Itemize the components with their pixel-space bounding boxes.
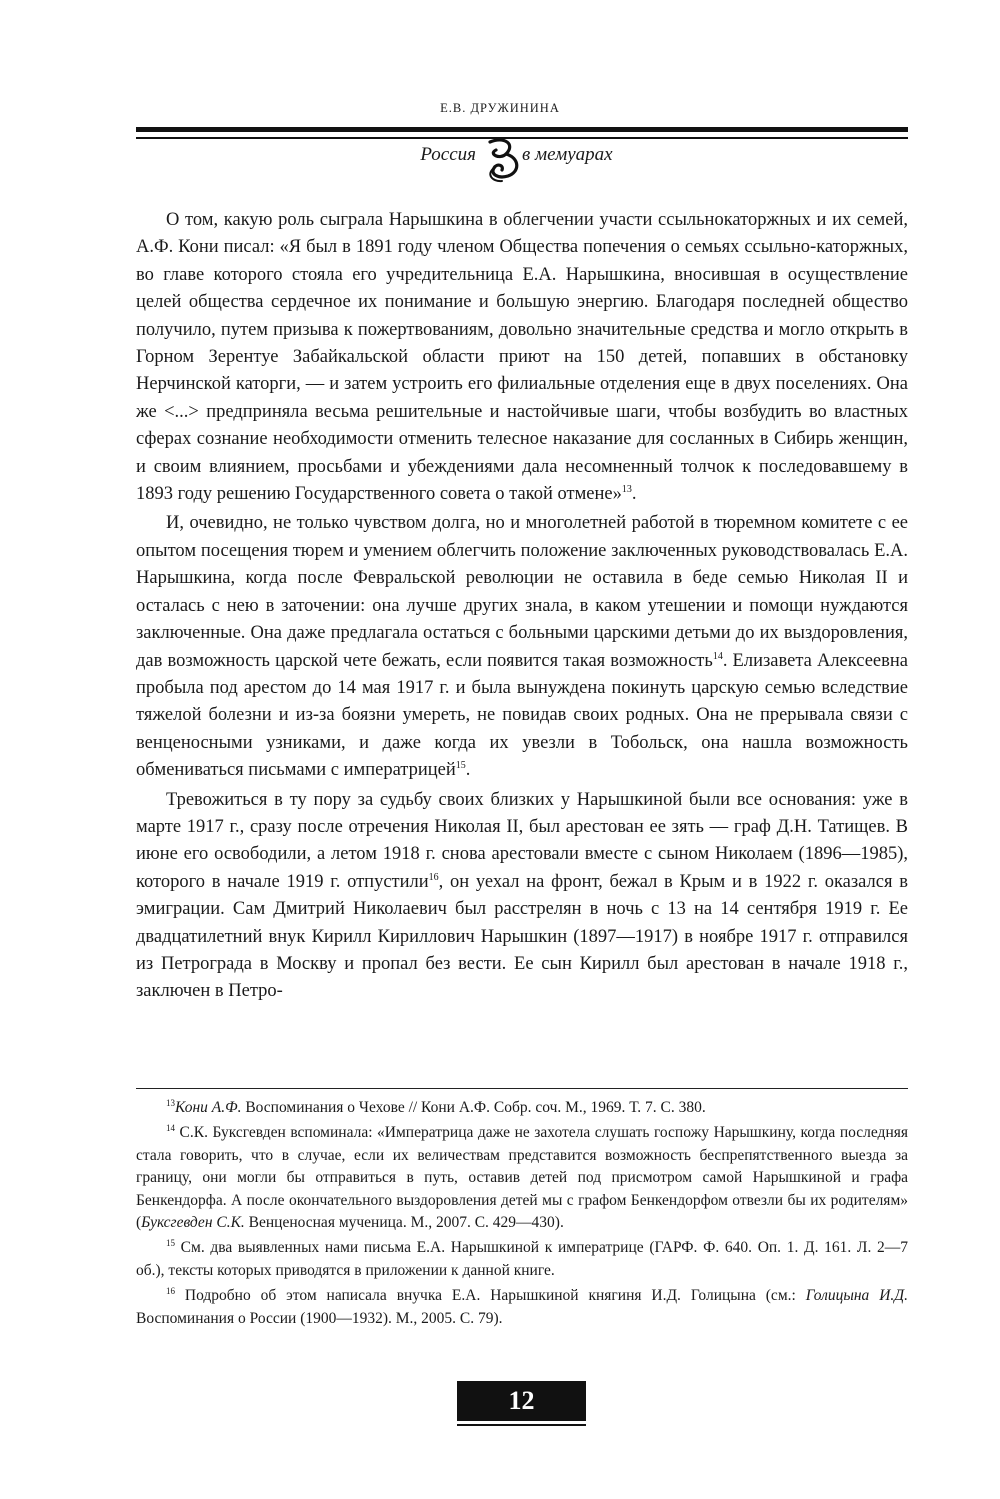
paragraph-1 [136, 207, 908, 508]
footnote-ref-14: 14 [712, 650, 723, 662]
series-title-left: Россия [420, 144, 476, 165]
series-title [300, 142, 700, 188]
page-number-underline [457, 1424, 586, 1426]
footnote-16 [136, 1285, 908, 1330]
paragraph-1-text: О том, какую роль сыграла Нарышкина в облегчении участи ссыльнокаторжных и их семей, А.Ф. Кони писал: «Я был в 1891 году членом Общества попечения о семьях ссыльно-каторжных, во главе которого стояла его учредительница Е.А. Нарышкина, вносившая в осуществление целей общества сердечное их понимание и большую энергию. Благодаря последней общество получило, путем призыва к пожертвованиям, довольно значительные средства и могло открыть в Горном Зерентуе Забайкальской области приют на 150 детей, попавших в обстановку Нерчинской каторги, — и затем устроить его филиальные отделения еще в двух поселениях. Она же <...> предприняла весьма решительные и настойчивые шаги, чтобы возбудить во властных сферах сознание необходимости отменить телесное наказание для сосланных в Сибирь женщин, и своим влиянием, просьбами и убеждениями дала несомненный толчок к последовавшему в 1893 году решению Государственного совета о такой отмене» [136, 210, 908, 505]
footnote-ref-16: 16 [428, 871, 439, 883]
footnote-16-text-b: Воспоминания о России (1900—1932). М., 2005. С. 79). [136, 1309, 503, 1327]
page-number: 12 [457, 1381, 586, 1421]
footnote-15 [136, 1237, 908, 1282]
footnote-14 [136, 1122, 908, 1234]
main-text [136, 207, 908, 1008]
footnote-13-number: 13 [166, 1097, 175, 1108]
footnote-14-text-b: Венценосная мученица. М., 2007. С. 429—430). [244, 1214, 564, 1232]
footnote-16-text: Подробно об этом написала внучка Е.А. Нарышкиной княгиня И.Д. Голицына (см.: [175, 1287, 806, 1305]
paragraph-3-text-a: Тревожиться в ту пору за судьбу своих близких у Нарышкиной были все основания: уже в марте 1917 г., сразу после отречения Николая II, был арестован ее зять — граф Д.Н. Татищев. В июне его освободили, а летом 1918 г. снова арестовали вместе с сыном Николаем (1896—1985), которого в начале 1919 г. отпустили [136, 789, 908, 892]
footnote-ref-15: 15 [455, 759, 466, 771]
footnote-16-author: Голицына И.Д. [805, 1287, 908, 1305]
paragraph-3-text-b: , он уехал на фронт, бежал в Крым и в 1922 г. оказался в эмиграции. Сам Дмитрий Николаевич был расстрелян в ночь с 13 на 14 сентября 1919 г. Ее двадцатилетний внук Кирилл Кириллович Нарышкин (1897—1917) в ноябре 1917 г. отправился из Петрограда в Москву и пропал без вести. Ее сын Кирилл был арестован в начале 1918 г., заключен в Петро- [136, 871, 908, 1002]
footnote-ref-13: 13 [621, 483, 632, 495]
footnote-14-number: 14 [166, 1123, 175, 1134]
running-head-author: Е.В. ДРУЖИНИНА [440, 101, 560, 115]
header-rule-thick [136, 127, 908, 132]
footnote-13 [136, 1097, 908, 1119]
footnote-13-text: Воспоминания о Чехове // Кони А.Ф. Собр. соч. М., 1969. Т. 7. С. 380. [241, 1099, 706, 1116]
footnotes [136, 1097, 908, 1333]
footnote-14-text: С.К. Буксгевден вспоминала: «Императрица даже не захотела слушать госпожу Нарышкину, когда последняя стала говорить, что в случае, если их величествам представится возможность беспрепятственного выезда за границу, они могли бы отправиться в путь, оставив детей под присмотром самой Нарышкиной и графа Бенкендорфа. А после окончательного выздоровления детей мы с графом Бенкендорфом отвезли бы их родителям» ( [136, 1124, 908, 1232]
footnote-14-author: Буксгевден С.К. [141, 1214, 245, 1232]
footnote-13-author: Кони А.Ф. [175, 1099, 242, 1116]
paragraph-3 [136, 787, 908, 1006]
footnote-separator [136, 1088, 908, 1089]
footnote-15-text: См. два выявленных нами письма Е.А. Нарышкиной к императрице (ГАРФ. Ф. 640. Оп. 1. Д. 161. Л. 2—7 об.), тексты которых приводятся в приложении к данной книге. [136, 1239, 908, 1279]
ornament-icon [476, 134, 528, 186]
footnote-16-number: 16 [166, 1286, 175, 1297]
footnote-15-number: 15 [166, 1238, 175, 1249]
series-title-right: в мемуарах [522, 144, 613, 165]
paragraph-2-text-a: И, очевидно, не только чувством долга, но и многолетней работой в тюремном комитете с ее опытом посещения тюрем и умением облегчить положение заключенных руководствовалась Е.А. Нарышкина, когда после Февральской революции не оставила в беде семью Николая II и осталась с нею в заточении: она лучше других знала, в каком утешении и помощи нуждаются заключенные. Она даже предлагала остаться с больными царскими детьми до их выздоровления, дав возможность царской чете бежать, если появится такая возможность [136, 513, 908, 671]
paragraph-2 [136, 510, 908, 784]
paragraph-1-end: . [631, 484, 637, 505]
paragraph-2-end: . [465, 760, 471, 781]
paragraph-2-text-b: . Елизавета Алексеевна пробыла под арестом до 14 мая 1917 г. и была вынуждена покинуть царскую семью вследствие тяжелой болезни и из-за боязни умереть, не повидав своих родных. Она не прерывала связи с венценосными узниками, и даже когда их увезли в Тобольск, она нашла возможность обмениваться письмами с императрицей [136, 650, 908, 781]
